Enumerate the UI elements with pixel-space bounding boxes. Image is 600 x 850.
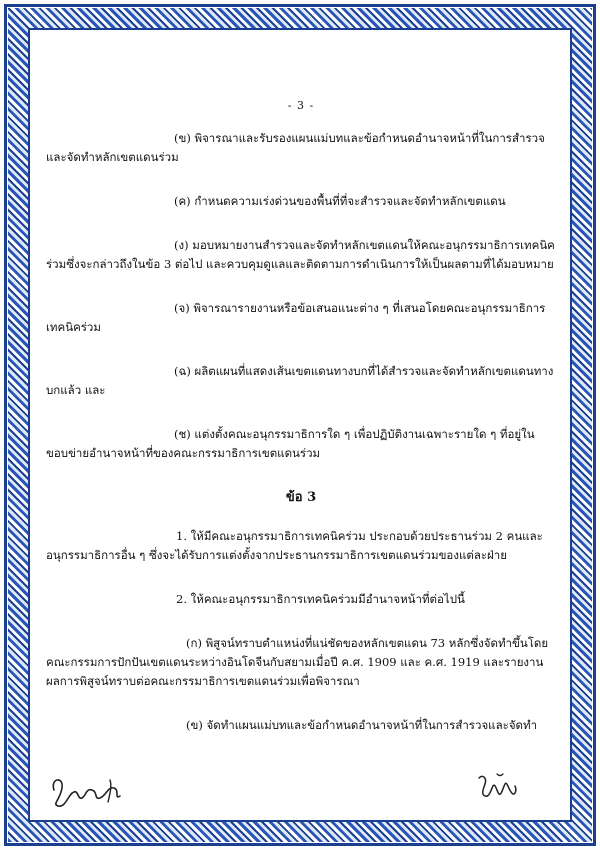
clause-chh: (ช) แต่งตั้งคณะอนุกรรมาธิการใด ๆ เพื่อปฏิบัติงานเฉพาะรายใด ๆ ที่อยู่ในขอบข่ายอำนาจหน้าที่ของคณะกรรมาธิการเขตแดนร่วม <box>46 427 535 460</box>
item-2: 2. ให้คณะอนุกรรมาธิการเทคนิคร่วมมีอำนาจหน้าที่ต่อไปนี้ <box>176 592 465 606</box>
signature-left <box>48 770 126 812</box>
section-heading: ข้อ 3 <box>285 490 317 505</box>
clause-kho: (ค) กำหนดความเร่งด่วนของพื้นที่ที่จะสำรวจและจัดทำหลักเขตแดน <box>174 194 506 208</box>
signature-right <box>475 770 519 802</box>
item-1: 1. ให้มีคณะอนุกรรมาธิการเทคนิคร่วม ประกอบด้วยประธานร่วม 2 คนและอนุกรรมาธิการอื่น ๆ ซึ่งจะได้รับการแต่งตั้งจากประธานกรรมาธิการเขตแดนร่วมของแต่ละฝ่าย <box>46 529 543 562</box>
page-content <box>46 80 556 760</box>
clause-chho: (ฉ) ผลิตแผนที่แสดงเส้นเขตแดนทางบกที่ได้สำรวจและจัดทำหลักเขตแดนทางบกแล้ว และ <box>46 364 554 397</box>
clause-kh-2: (ข) จัดทำแผนแม่บทและข้อกำหนดอำนาจหน้าที่ในการสำรวจและจัดทำ <box>186 718 538 732</box>
page-number: - 3 - <box>287 99 315 112</box>
clause-ng: (ง) มอบหมายงานสำรวจและจัดทำหลักเขตแดนให้คณะอนุกรรมาธิการเทคนิคร่วมซึ่งจะกล่าวถึงในข้อ 3 ต่อไป และควบคุมดูแลและติดตามการดำเนินการให้เป็นผลตามที่ได้มอบหมาย <box>46 238 555 271</box>
clause-cho: (จ) พิจารณารายงานหรือข้อเสนอแนะต่าง ๆ ที่เสนอโดยคณะอนุกรรมาธิการเทคนิคร่วม <box>46 301 546 334</box>
clause-kh: (ข) พิจารณาและรับรองแผนแม่บทและข้อกำหนดอำนาจหน้าที่ในการสำรวจและจัดทำหลักเขตแดนร่วม <box>46 131 545 164</box>
clause-ko: (ก) พิสูจน์ทราบตำแหน่งที่แน่ชัดของหลักเขตแดน 73 หลักซึ่งจัดทำขึ้นโดยคณะกรรมการปักปันเขตแดนระหว่างอินโดจีนกับสยามเมื่อปี ค.ศ. 1909 และ ค.ศ. 1919 และรายงานผลการพิสูจน์ทราบต่อคณะกรรมาธิการเขตแดนร่วมเพื่อพิจารณา <box>46 636 549 688</box>
